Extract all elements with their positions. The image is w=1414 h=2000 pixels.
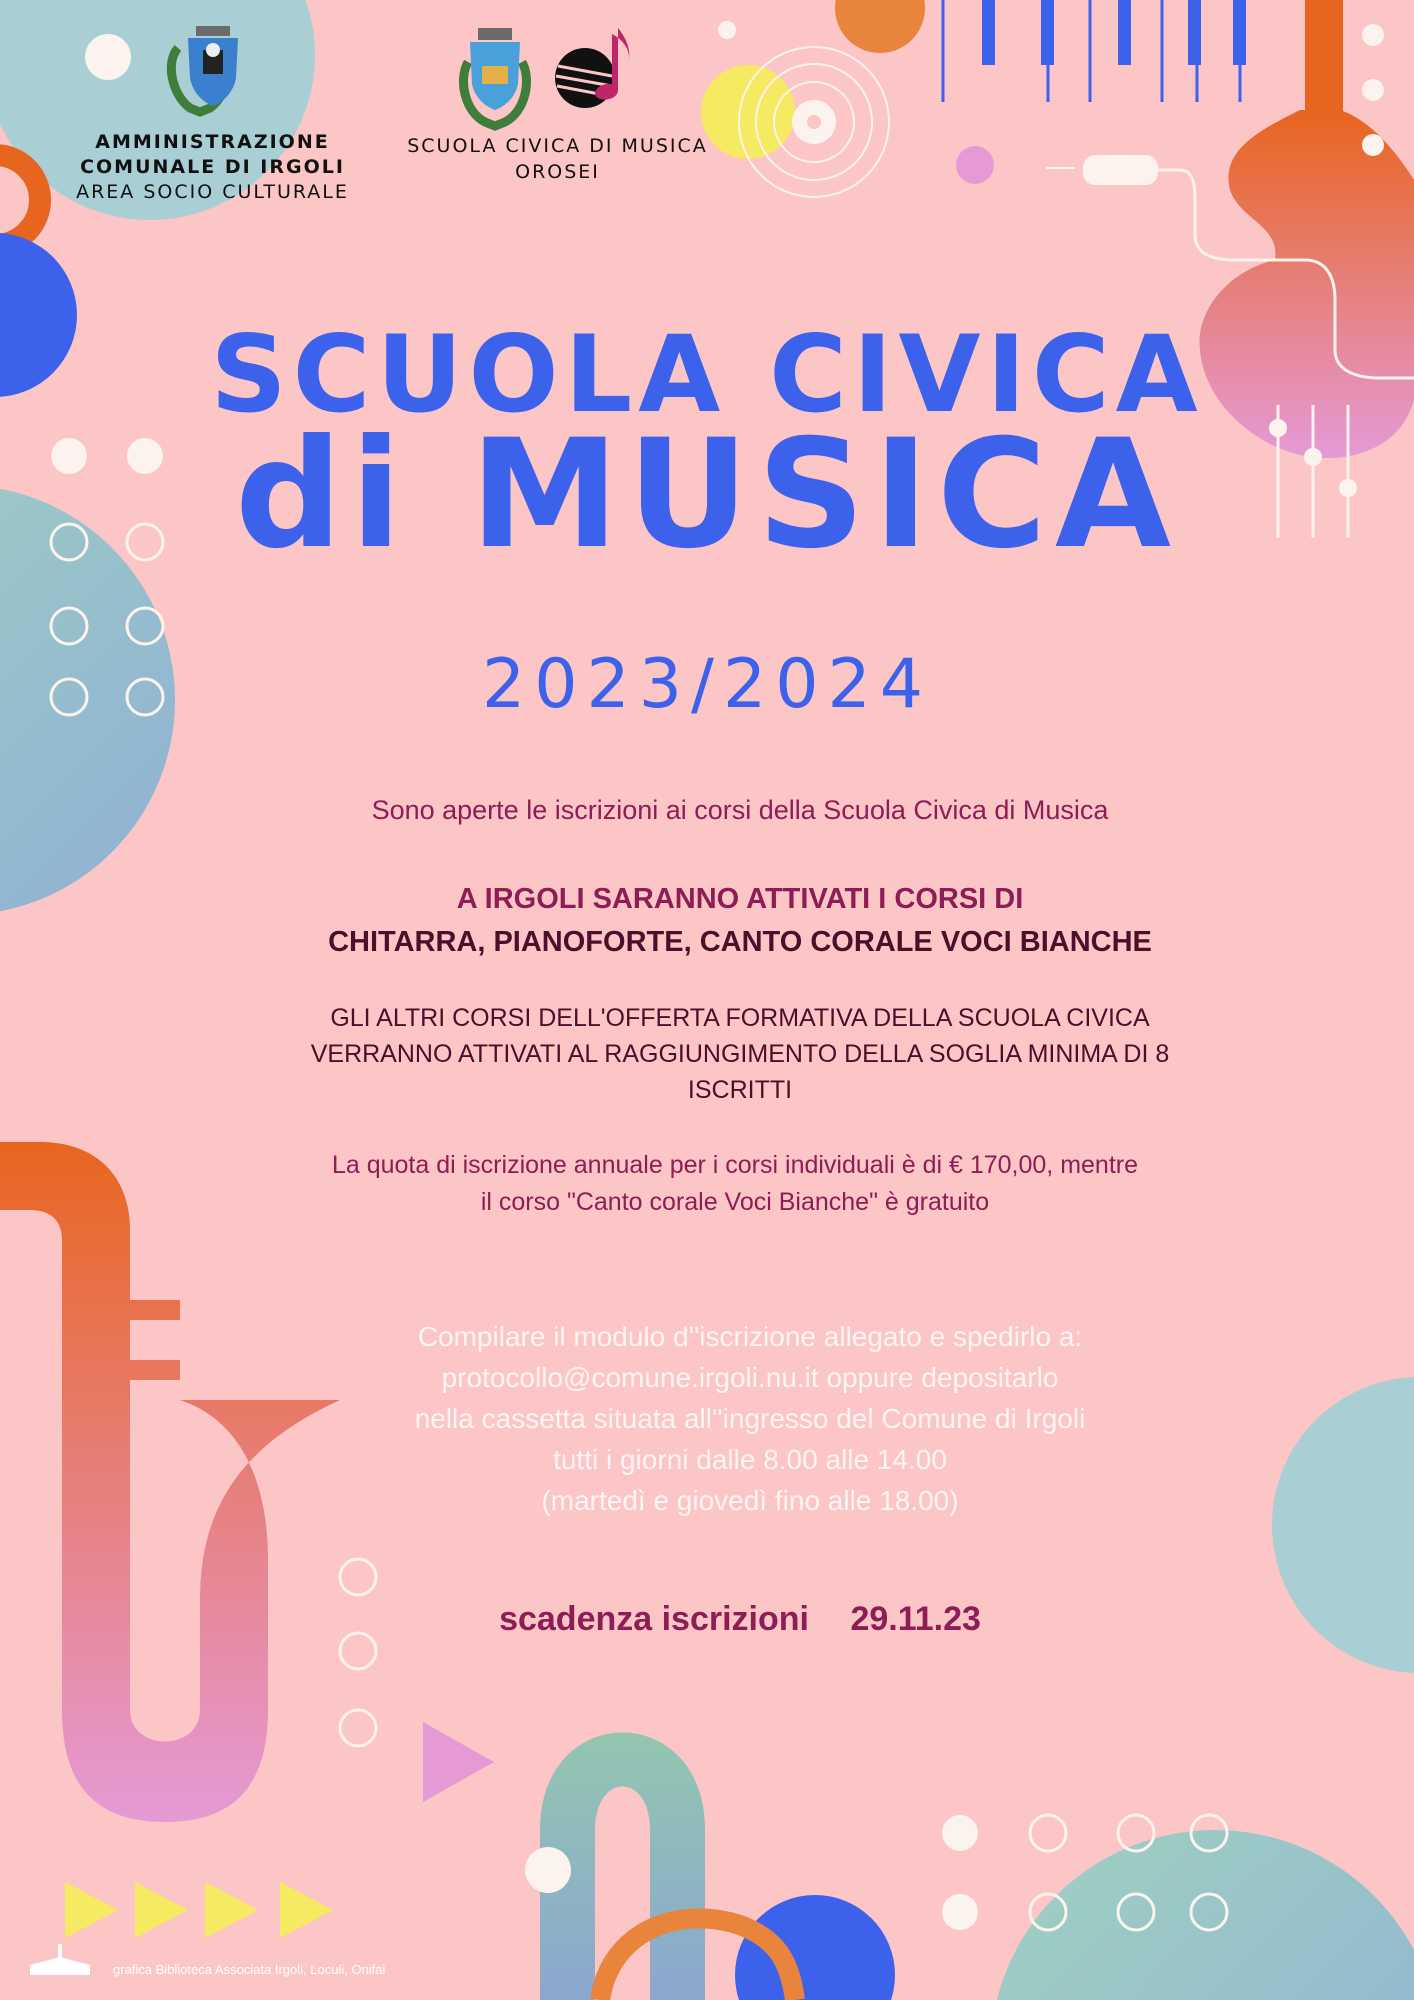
instr-line-1: Compilare il modulo d''iscrizione allegato e spedirlo a: <box>417 1321 1083 1352</box>
piano-key <box>1118 0 1131 65</box>
orosei-coat-of-arms <box>463 28 526 126</box>
white-dot <box>718 21 736 39</box>
piano-key <box>982 0 995 65</box>
school-header <box>395 133 720 185</box>
fee-line-2: il corso "Canto corale Voci Bianche" è gratuito <box>480 1188 990 1216</box>
fee-line-1: La quota di iscrizione annuale per i corsi individuali è di € 170,00, mentre <box>331 1151 1139 1179</box>
blue-half-circle <box>735 1895 895 2000</box>
school-line-2: OROSEI <box>515 161 600 183</box>
piano-key <box>1233 0 1246 65</box>
yellow-triangle <box>205 1882 258 1938</box>
outline-dot <box>340 1710 376 1746</box>
piano-key <box>1188 0 1201 65</box>
pink-dot <box>956 146 994 184</box>
activated-line-1: A IRGOLI SARANNO ATTIVATI I CORSI DI <box>456 883 1024 915</box>
fee-info <box>230 1147 1240 1221</box>
guitar-plug <box>1083 155 1158 185</box>
others-line-2: VERRANNO ATTIVATI AL RAGGIUNGIMENTO DELLA SOGLIA MINIMA DI 8 <box>310 1040 1170 1068</box>
slider-knob <box>1304 448 1322 466</box>
outline-dot <box>340 1559 376 1595</box>
saxophone-body <box>0 1142 340 1822</box>
deadline-label: scadenza iscrizioni <box>499 1600 809 1638</box>
piano-key <box>1041 0 1054 65</box>
white-dot <box>942 1815 978 1851</box>
school-year: 2023/2024 <box>481 645 933 724</box>
school-line-1: SCUOLA CIVICA DI MUSICA <box>407 135 708 157</box>
outline-dot <box>340 1633 376 1669</box>
other-courses-note <box>245 1000 1235 1108</box>
others-line-1: GLI ALTRI CORSI DELL'OFFERTA FORMATIVA DELLA SCUOLA CIVICA <box>330 1004 1150 1032</box>
title-line-2: di MUSICA <box>234 408 1180 582</box>
instr-line-4: tutti i giorni dalle 8.00 alle 14.00 <box>553 1444 947 1475</box>
white-dot <box>85 34 131 80</box>
slider-knob <box>1339 479 1357 497</box>
slider-knob <box>1269 419 1287 437</box>
deadline-date: 29.11.23 <box>850 1600 981 1638</box>
guitar-peg <box>1362 134 1384 156</box>
white-dot <box>942 1894 978 1930</box>
title-line-1: SCUOLA CIVICA <box>210 313 1204 436</box>
yellow-triangle <box>135 1882 188 1938</box>
admin-line-2: COMUNALE DI IRGOLI <box>80 156 345 178</box>
enrollment-deadline <box>390 1600 1090 1639</box>
graphic-credit: grafica Biblioteca Associata Irgoli, Loculi, Onifai <box>113 1962 386 1977</box>
white-dot <box>525 1847 571 1893</box>
guitar-peg <box>1362 79 1384 101</box>
administration-header <box>60 130 365 205</box>
activated-courses <box>200 878 1280 964</box>
library-logo <box>30 1944 90 1975</box>
teal-half-circle <box>990 1830 1414 2000</box>
admin-line-3: AREA SOCIO CULTURALE <box>76 181 349 203</box>
outline-dot <box>1030 1815 1066 1851</box>
enrollment-instructions <box>300 1316 1200 1521</box>
teal-circle <box>1272 1377 1414 1673</box>
yellow-triangle <box>280 1882 333 1938</box>
pink-triangle <box>423 1722 494 1802</box>
instr-line-3: nella cassetta situata all''ingresso del Comune di Irgoli <box>414 1403 1086 1434</box>
orange-half-circle <box>835 0 925 53</box>
guitar-peg <box>1362 24 1384 46</box>
intro-text: Sono aperte le iscrizioni ai corsi della Scuola Civica di Musica <box>371 795 1109 825</box>
blue-half-circle <box>0 233 77 397</box>
instr-line-5: (martedì e giovedì fino alle 18.00) <box>541 1485 959 1516</box>
activated-line-2: CHITARRA, PIANOFORTE, CANTO CORALE VOCI BIANCHE <box>328 926 1152 958</box>
others-line-3: ISCRITTI <box>687 1076 793 1104</box>
yellow-triangle <box>65 1882 118 1938</box>
orange-ring <box>0 155 40 245</box>
admin-line-1: AMMINISTRAZIONE <box>95 131 330 153</box>
music-note-logo <box>555 28 629 108</box>
instr-line-2: protocollo@comune.irgoli.nu.it oppure depositarlo <box>441 1362 1059 1393</box>
white-dot <box>51 438 87 474</box>
vinyl-hole <box>807 115 821 129</box>
